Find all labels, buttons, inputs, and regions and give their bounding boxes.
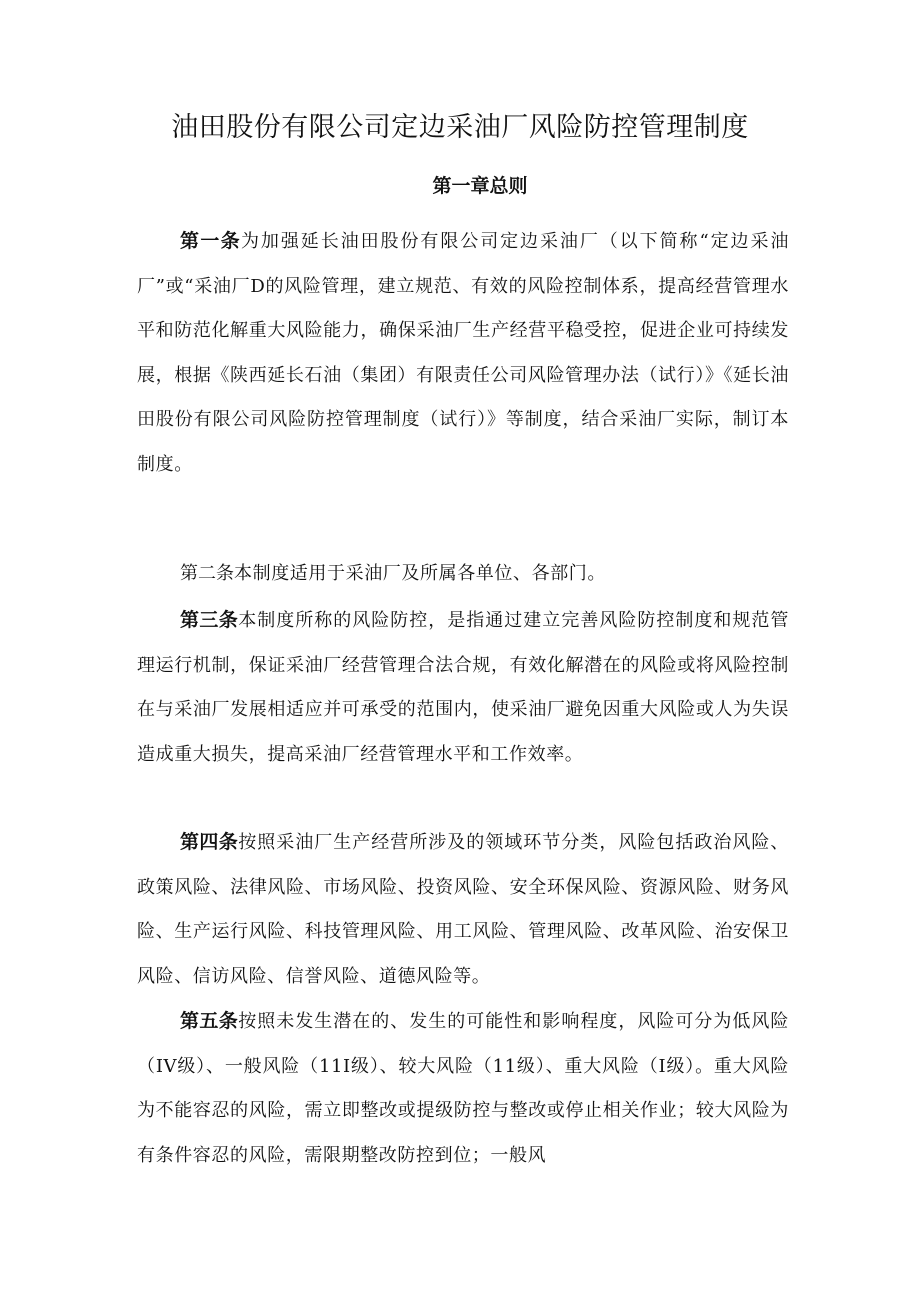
article-number: 第四条 xyxy=(180,831,239,853)
article-4 xyxy=(137,820,789,999)
article-text: 为加强延长油田股份有限公司定边采油厂（以下简称“定边采油厂”或“采油厂D的风险管理，建立规范、有效的风险控制体系，提高经营管理水平和防范化解重大风险能力，确保采油厂生产经营平稳受控，促进企业可持续发展，根据《陕西延长石油（集团）有限责任公司风险管理办法（试行）》《延长油田股份有限公司风险防控管理制度（试行）》等制度，结合采油厂实际，制订本制度。 xyxy=(137,231,789,475)
document-title: 油田股份有限公司定边采油厂风险防控管理制度 xyxy=(171,112,749,143)
article-number: 第一条 xyxy=(180,230,241,252)
article-2 xyxy=(137,552,789,597)
article-5 xyxy=(137,999,789,1178)
article-text: 按照未发生潜在的、发生的可能性和影响程度，风险可分为低风险（IV级）、一般风险（11I级）、较大风险（11级）、重大风险（I级）。重大风险为不能容忍的风险，需立即整改或提级防控与整改或停止相关作业；较大风险为有条件容忍的风险，需限期整改防控到位；一般风 xyxy=(137,1011,789,1166)
article-text: 按照采油厂生产经营所涉及的领域环节分类，风险包括政治风险、政策风险、法律风险、市场风险、投资风险、安全环保风险、资源风险、财务风险、生产运行风险、科技管理风险、用工风险、管理风险、改革风险、治安保卫风险、信访风险、信誉风险、道德风险等。 xyxy=(137,832,789,987)
article-3 xyxy=(137,598,789,777)
article-text: 本制度所称的风险防控，是指通过建立完善风险防控制度和规范管理运行机制，保证采油厂经营管理合法合规，有效化解潜在的风险或将风险控制在与采油厂发展相适应并可承受的范围内，使采油厂避免因重大风险或人为失误造成重大损失，提高采油厂经营管理水平和工作效率。 xyxy=(137,610,789,765)
article-number: 第三条 xyxy=(180,609,239,631)
chapter-heading: 第一章总则 xyxy=(432,175,528,197)
article-number: 第二条 xyxy=(180,563,234,584)
article-number: 第五条 xyxy=(180,1010,239,1032)
article-text: 本制度适用于采油厂及所属各单位、各部门。 xyxy=(234,563,606,584)
article-1 xyxy=(137,219,789,488)
